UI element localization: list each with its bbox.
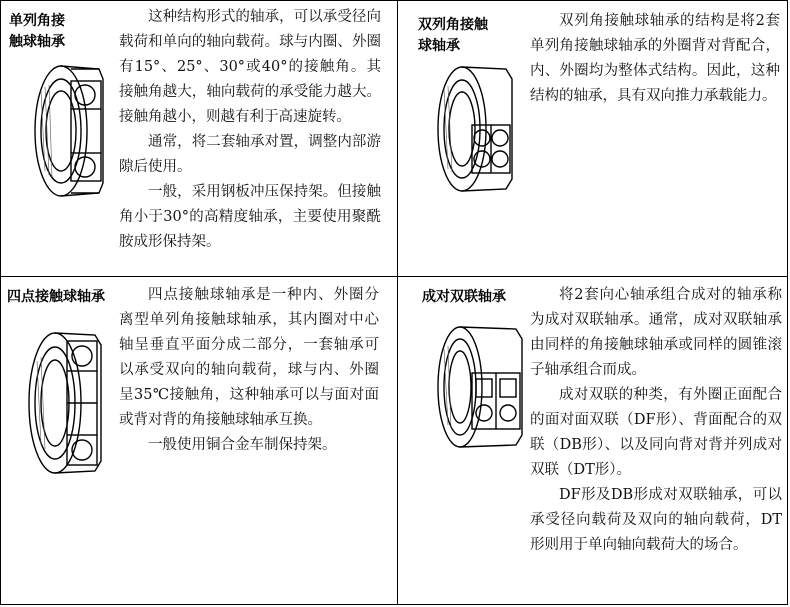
cell-paired-duplex bbox=[398, 277, 787, 604]
cell-single-row-angular bbox=[1, 1, 398, 277]
four-point-contact-ball-bearing-icon bbox=[9, 327, 109, 477]
title-line: 双列角接触 bbox=[418, 17, 488, 33]
cell-title bbox=[418, 15, 488, 57]
title-line: 触球轴承 bbox=[9, 34, 65, 50]
paragraph: 将2套向心轴承组合成对的轴承称为成对双联轴承。通常，成对双联轴承由同样的角接触球轴承或同样的圆锥滚子轴承组合而成。 bbox=[530, 287, 782, 378]
cell-body bbox=[119, 283, 379, 458]
cell-body bbox=[530, 283, 782, 558]
cell-title bbox=[9, 11, 65, 53]
paragraph: 一般，采用钢板冲压保持架。但接触角小于30°的高精度轴承，主要使用聚酰胺成形保持架。 bbox=[119, 184, 381, 250]
paragraph: 双列角接触球轴承的结构是将2套单列角接触球轴承的外圈背对背配合，内、外圈均为整体式结构。因此，这种结构的轴承，具有双向推力承载能力。 bbox=[530, 13, 780, 104]
title-line: 四点接触球轴承 bbox=[7, 289, 105, 305]
paragraph: DF形及DB形成对双联轴承，可以承受径向载荷及双向的轴向载荷，DT形则用于单向轴向载荷大的场合。 bbox=[530, 487, 782, 553]
cell-title bbox=[422, 287, 506, 308]
single-row-angular-ball-bearing-icon bbox=[11, 61, 111, 201]
paragraph: 通常，将二套轴承对置，调整内部游隙后使用。 bbox=[119, 134, 381, 175]
cell-four-point-contact bbox=[1, 277, 398, 604]
cell-body bbox=[119, 5, 381, 255]
paragraph: 这种结构形式的轴承，可以承受径向载荷和单向的轴向载荷。球与内圈、外圈有15°、25°、30°或40°的接触角。其接触角越大，轴向载荷的承受能力越大。接触角越小，则越有利于高速旋转。 bbox=[119, 9, 381, 125]
title-line: 成对双联轴承 bbox=[422, 289, 506, 305]
cell-double-row-angular bbox=[398, 1, 787, 277]
cell-title bbox=[7, 287, 105, 308]
title-line: 单列角接 bbox=[9, 13, 65, 29]
paragraph: 一般使用铜合金车制保持架。 bbox=[148, 437, 337, 453]
double-row-angular-ball-bearing-icon bbox=[418, 61, 518, 196]
title-line: 球轴承 bbox=[418, 38, 460, 54]
paragraph: 四点接触球轴承是一种内、外圈分离型单列角接触球轴承，其内圈对中心轴呈垂直平面分成二部分，一套轴承可以承受双向的轴向载荷，球与内、外圈呈35℃接触角，这种轴承可以与面对面或背对背的角接触球轴承互换。 bbox=[119, 287, 379, 428]
cell-body bbox=[530, 9, 780, 109]
paragraph: 成对双联的种类，有外圈正面配合的面对面双联（DF形）、背面配合的双联（DB形）、以及同向背对背并列成对双联（DT形）。 bbox=[530, 387, 782, 478]
paired-duplex-bearing-icon bbox=[420, 319, 530, 454]
